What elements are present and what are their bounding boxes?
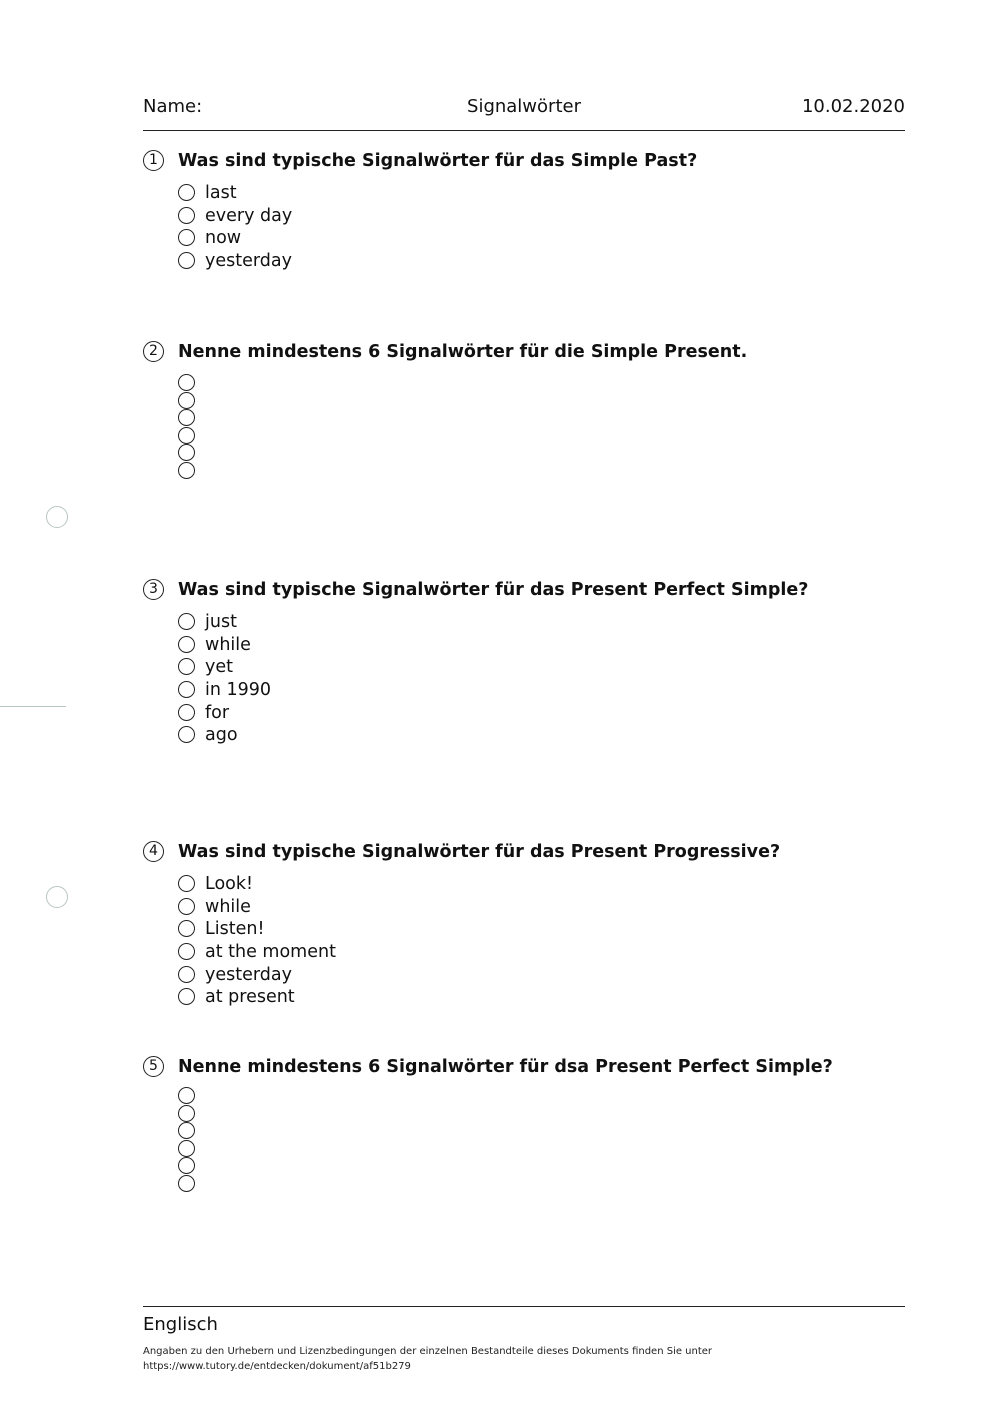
radio-circle[interactable] — [178, 444, 195, 461]
option[interactable] — [178, 656, 940, 679]
answer-blank[interactable] — [178, 408, 940, 426]
option-label: at the moment — [205, 942, 336, 963]
option[interactable] — [178, 918, 940, 941]
credits-link[interactable]: https://www.tutory.de/entdecken/dokument/af51b279 — [143, 1361, 411, 1372]
date: 10.02.2020 — [801, 96, 905, 117]
radio-circle[interactable] — [178, 966, 195, 983]
option-label: last — [205, 183, 237, 203]
answer-blank[interactable] — [178, 1121, 940, 1139]
task-question: Was sind typische Signalwörter für das Simple Past? — [178, 151, 698, 171]
footer-subject: Englisch — [143, 1314, 218, 1335]
task-number: 4 — [143, 841, 164, 862]
radio-circle[interactable] — [178, 427, 195, 444]
radio-circle[interactable] — [178, 1105, 195, 1122]
radio-circle[interactable] — [178, 252, 195, 269]
answer-blank[interactable] — [178, 1104, 940, 1122]
name-label: Name: — [143, 96, 203, 117]
option-label: now — [205, 228, 242, 249]
option[interactable] — [178, 964, 940, 987]
answer-blank[interactable] — [178, 1086, 940, 1104]
radio-circle[interactable] — [178, 184, 195, 201]
option-label: yet — [205, 657, 233, 678]
option-list — [178, 873, 940, 1009]
answer-blank-list — [178, 1086, 940, 1192]
option-label: Look! — [205, 874, 254, 894]
option-label: in 1990 — [205, 680, 272, 701]
radio-circle[interactable] — [178, 1140, 195, 1157]
option-list — [178, 611, 940, 747]
radio-circle[interactable] — [178, 658, 195, 675]
option[interactable] — [178, 896, 940, 919]
task-question: Nenne mindestens 6 Signalwörter für dsa Present Perfect Simple? — [178, 1057, 833, 1077]
option-label: yesterday — [205, 251, 292, 272]
radio-circle[interactable] — [178, 613, 195, 630]
option[interactable] — [178, 724, 940, 747]
option[interactable] — [178, 205, 940, 228]
footer-divider — [143, 1306, 905, 1307]
answer-blank[interactable] — [178, 1174, 940, 1192]
radio-circle[interactable] — [178, 1122, 195, 1139]
fold-mark — [0, 706, 66, 707]
option[interactable] — [178, 941, 940, 964]
radio-circle[interactable] — [178, 681, 195, 698]
punch-hole-mark-top — [46, 506, 68, 528]
option-label: ago — [205, 725, 238, 746]
option-label: every day — [205, 205, 293, 226]
answer-blank-list — [178, 373, 940, 479]
task-number: 3 — [143, 579, 164, 600]
task-2 — [143, 340, 905, 479]
option-label: for — [205, 702, 230, 723]
task-1 — [143, 149, 905, 273]
task-question: Was sind typische Signalwörter für das Present Progressive? — [178, 842, 781, 862]
answer-blank[interactable] — [178, 426, 940, 444]
radio-circle[interactable] — [178, 1175, 195, 1192]
option[interactable] — [178, 679, 940, 702]
radio-circle[interactable] — [178, 943, 195, 960]
radio-circle[interactable] — [178, 920, 195, 937]
answer-blank[interactable] — [178, 373, 940, 391]
footer-credits — [143, 1344, 843, 1374]
option-label: while — [205, 634, 251, 655]
task-5 — [143, 1055, 905, 1192]
option-label: yesterday — [205, 964, 292, 985]
task-question: Nenne mindestens 6 Signalwörter für die Simple Present. — [178, 342, 748, 362]
option-label: at present — [205, 987, 295, 1008]
radio-circle[interactable] — [178, 704, 195, 721]
radio-circle[interactable] — [178, 409, 195, 426]
radio-circle[interactable] — [178, 988, 195, 1005]
radio-circle[interactable] — [178, 1157, 195, 1174]
radio-circle[interactable] — [178, 229, 195, 246]
radio-circle[interactable] — [178, 207, 195, 224]
radio-circle[interactable] — [178, 462, 195, 479]
answer-blank[interactable] — [178, 391, 940, 409]
answer-blank[interactable] — [178, 1139, 940, 1157]
radio-circle[interactable] — [178, 875, 195, 892]
radio-circle[interactable] — [178, 636, 195, 653]
option[interactable] — [178, 250, 940, 273]
option[interactable] — [178, 227, 940, 250]
option[interactable] — [178, 986, 940, 1009]
page-header — [143, 94, 905, 131]
option-label: while — [205, 896, 251, 917]
option-label: just — [205, 612, 237, 632]
task-number: 2 — [143, 341, 164, 362]
option[interactable] — [178, 611, 940, 634]
option-list — [178, 182, 940, 273]
page-title: Signalwörter — [467, 96, 581, 117]
credits-text: Angaben zu den Urhebern und Lizenzbedingungen der einzelnen Bestandteile dieses Dokuments finden Sie unter — [143, 1346, 713, 1357]
option[interactable] — [178, 873, 940, 896]
task-number: 5 — [143, 1056, 164, 1077]
task-3 — [143, 578, 905, 747]
radio-circle[interactable] — [178, 374, 195, 391]
punch-hole-mark-bottom — [46, 886, 68, 908]
radio-circle[interactable] — [178, 726, 195, 743]
option[interactable] — [178, 702, 940, 725]
answer-blank[interactable] — [178, 461, 940, 479]
option[interactable] — [178, 634, 940, 657]
radio-circle[interactable] — [178, 898, 195, 915]
answer-blank[interactable] — [178, 443, 940, 461]
task-question: Was sind typische Signalwörter für das Present Perfect Simple? — [178, 580, 809, 600]
answer-blank[interactable] — [178, 1156, 940, 1174]
option[interactable] — [178, 182, 940, 205]
task-number: 1 — [143, 150, 164, 171]
radio-circle[interactable] — [178, 1087, 195, 1104]
radio-circle[interactable] — [178, 392, 195, 409]
option-label: Listen! — [205, 919, 265, 940]
task-4 — [143, 840, 905, 1009]
